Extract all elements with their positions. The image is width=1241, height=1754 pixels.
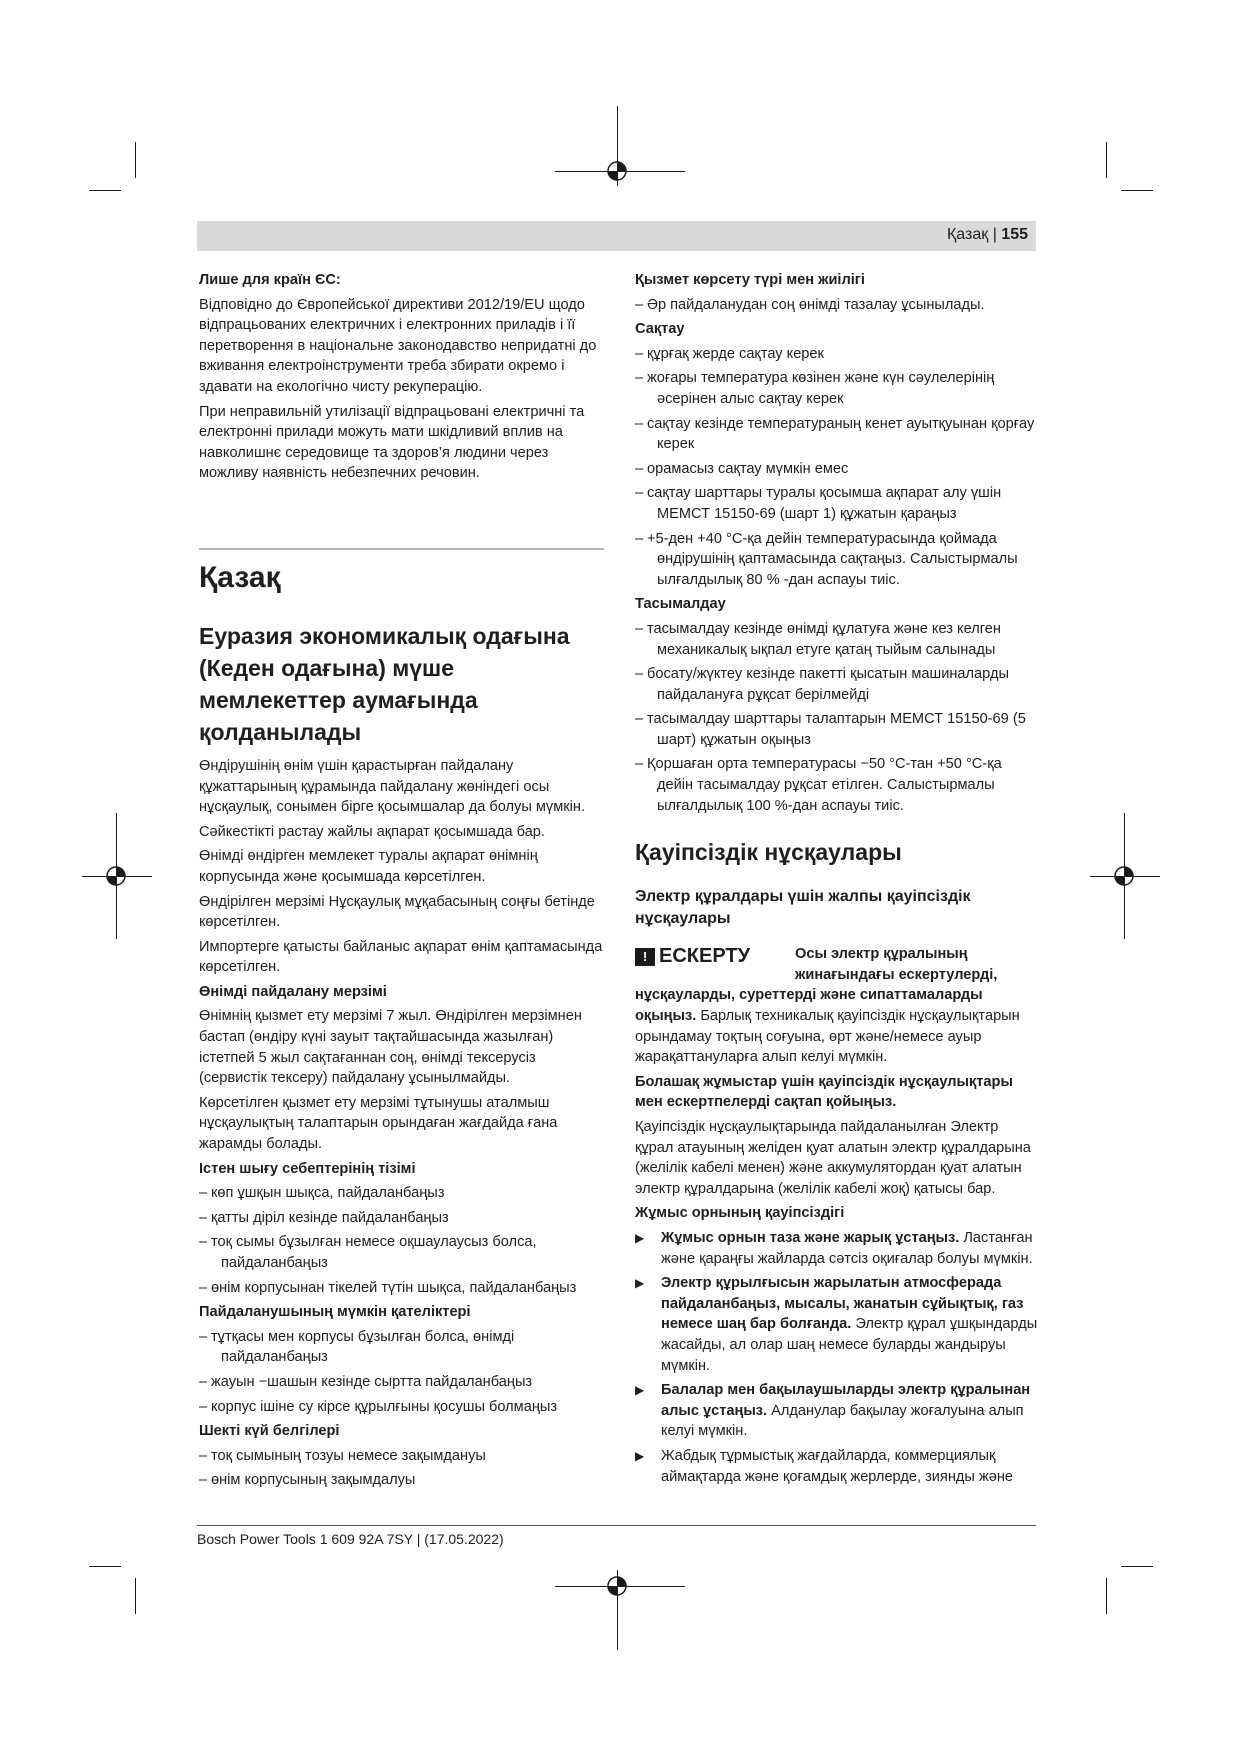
header-section: Қазақ (946, 226, 989, 243)
eu-paragraph: Відповідно до Європейської директиви 2012/19/EU щодо відпрацьованих електричних і електронних приладів і її перетворення в національне законодавство непридатні до вживання електроінструменти треба збирати окремо і здавати на екологічно чисту рекуперацію. (199, 296, 597, 395)
paragraph: Сәйкестікті растау жайлы ақпарат қосымшада бар. (199, 823, 545, 840)
list-item: – Қоршаған орта температурасы −50 °C-тан +50 °C-қа дейін тасымалдау рұқсат етілген. Салыстырмалы ылғалдылық 100 %-дан аспауы тиіс. (635, 754, 1040, 816)
page-header (197, 221, 1036, 251)
paragraph: Өндірушінің өнім үшін қарастырған пайдалану құжаттарының құрамында пайдалану жөніндегі осы нұсқаулық, сонымен бірге қосымшалар да болуы мүмкін. (199, 757, 585, 816)
bullet-item: ▶ Балалар мен бақылаушыларды электр құралынан алыс ұстаңыз. Алданулар бақылау жоғалуына алып келуі мүмкін. (635, 1382, 1031, 1440)
crop-mark (1106, 142, 1107, 178)
crop-mark (135, 142, 136, 178)
footer-rule (197, 1525, 1036, 1526)
list-item: – құрғақ жерде сақтау керек (635, 344, 1040, 365)
paragraph: Қауіпсіздік нұсқаулықтарында пайдаланылған Электр құрал атауының желіден қуат алатын электр құралдарына (желілік кабелі менен) және аккумулятордан қуат алатын электр құралдарына (желілік кабелі жоқ) қатысы бар. (635, 1119, 1031, 1197)
crop-mark (1106, 1578, 1107, 1614)
list-item: – сақтау шарттары туралы қосымша ақпарат алу үшін МЕМСТ 15150-69 (шарт 1) құжатын қараңыз (635, 483, 1040, 524)
list-item: – корпус ішіне су кірсе құрылғыны қосушы болмаңыз (199, 1397, 604, 1418)
crop-mark (89, 190, 121, 191)
crop-mark (89, 1566, 121, 1567)
list-item: – өнім корпусынан тікелей түтін шықса, пайдаланбаңыз (199, 1278, 604, 1299)
list-item: – өнім корпусының зақымдалуы (199, 1470, 604, 1491)
list-item: – көп ұшқын шықса, пайдаланбаңыз (199, 1183, 604, 1204)
paragraph: Өнімнің қызмет ету мерзімі 7 жыл. Өндірілген мерзімнен бастап (өндіру күні зауыт тақтайшасында жазылған) істетпей 5 жыл сақтағаннан соң, өнімді тексерусіз (сервистік тексеру) пайдалану ұсынылмайды. (199, 1008, 582, 1087)
registration-mark-icon (1112, 864, 1136, 888)
arrow-icon: ▶ (635, 1448, 645, 1463)
safety-title: Қауіпсіздік нұсқаулары (635, 839, 902, 866)
list-item: – тоқ сымының тозуы немесе зақымдануы (199, 1446, 604, 1467)
language-title: Қазақ (199, 560, 281, 594)
list-item: – босату/жүктеу кезінде пакетті қысатын машиналарды пайдалануға рұқсат берілмейді (635, 664, 1040, 705)
list-item: – тоқ сымы бұзылған немесе оқшаулаусыз болса, пайдаланбаңыз (199, 1232, 604, 1273)
warning-label (635, 944, 795, 967)
failure-title: Істен шығу себептерінің тізімі (199, 1160, 416, 1177)
warning-text: Барлық техникалық қауіпсіздік нұсқаулықтарын орындамау тоқтың соғуына, өрт және/немесе ауыр жарақаттануларға алып келуі мүмкін. (635, 1008, 1020, 1066)
list-item: – тасымалдау шарттары талаптарын МЕМСТ 15150-69 (5 шарт) құжатын оқыңыз (635, 709, 1040, 750)
warning-icon: ! (635, 948, 655, 966)
list-item: – Әр пайдаланудан соң өнімді тазалау ұсынылады. (635, 295, 1040, 316)
warning-bold-1: Осы электр құралының жинағындағы ескертулерді, (795, 946, 998, 983)
list-item: – жауын −шашын кезінде сыртта пайдаланбаңыз (199, 1372, 604, 1393)
warning-block (635, 944, 1040, 985)
maintenance-title: Қызмет көрсету түрі мен жиілігі (635, 272, 865, 288)
paragraph: Көрсетілген қызмет ету мерзімі тұтынушы аталмыш нұсқаулықтың талаптарын орындаған жағдайда ғана жарамды болады. (199, 1094, 558, 1153)
right-column (635, 270, 1040, 1491)
registration-mark-icon (104, 864, 128, 888)
eu-title: Лише для країн ЄС: (199, 272, 341, 288)
footer-text: Bosch Power Tools 1 609 92A 7SY | (17.05.2022) (197, 1531, 504, 1547)
bullet-item: ▶ Жұмыс орнын таза және жарық ұстаңыз. Ластанған және қараңғы жайларда сәтсіз оқиғалар болуы мүмкін. (635, 1229, 1033, 1267)
general-safety-title: Электр құралдары үшін жалпы қауіпсіздік нұсқаулары (635, 888, 971, 928)
eurasia-title: Еуразия экономикалық одағына (Кеден одағына) мүше мемлекеттер аумағында қолданылады (199, 622, 570, 745)
workplace-title: Жұмыс орнының қауіпсіздігі (635, 1205, 845, 1222)
bullet-item: ▶ Жабдық тұрмыстық жағдайларда, коммерциялық аймақтарда және қоғамдық жерлерде, зиянды және (635, 1447, 1014, 1485)
transport-title: Тасымалдау (635, 596, 726, 613)
keep-instructions-title: Болашақ жұмыстар үшін қауіпсіздік нұсқаулықтары мен ескертпелерді сақтап қойыңыз. (635, 1073, 1013, 1111)
header-text: Қазақ | 155 (946, 226, 1028, 243)
list-item: – тұтқасы мен корпусы бұзылған болса, өнімді пайдаланбаңыз (199, 1327, 604, 1368)
crop-mark (1121, 1566, 1153, 1567)
left-column (199, 270, 604, 1495)
arrow-icon: ▶ (635, 1230, 645, 1245)
storage-title: Сақтау (635, 321, 685, 338)
eu-paragraph: При неправильній утилізації відпрацьовані електричні та електронні прилади можуть мати шкідливий вплив на навколишнє середовище та здоров’я людини через можливу наявність небезпечних речовин. (199, 403, 585, 482)
paragraph: Өнімді өндірген мемлекет туралы ақпарат өнімнің корпусында және қосымшада көрсетілген. (199, 848, 538, 885)
limit-title: Шекті күй белгілері (199, 1423, 340, 1440)
user-errors-title: Пайдаланушының мүмкін қателіктері (199, 1304, 471, 1321)
list-item: – қатты діріл кезінде пайдаланбаңыз (199, 1208, 604, 1229)
registration-mark-icon (605, 159, 629, 183)
paragraph: Өндірілген мерзімі Нұсқаулық мұқабасының соңғы бетінде көрсетілген. (199, 893, 595, 931)
list-item: – тасымалдау кезінде өнімді құлатуға және кез келген механикалық ықпал етуге қатаң тыйым салынады (635, 619, 1040, 660)
list-item: – жоғары температура көзінен және күн сәулелерінің әсерінен алыс сақтау керек (635, 368, 1040, 409)
list-item: – орамасыз сақтау мүмкін емес (635, 459, 1040, 480)
page-number: 155 (1001, 226, 1028, 243)
bullet-item: ▶ Электр құрылғысын жарылатын атмосферада пайдаланбаңыз, мысалы, жанатын сұйықтық, газ немесе шаң бар болғанда. Электр құрал ұшқындарды жасайды, ал олар шаң немесе буларды жандыруы мүмкін. (635, 1275, 1038, 1374)
paragraph: Импортерге қатысты байланыс ақпарат өнім қаптамасында көрсетілген. (199, 938, 603, 976)
registration-mark-icon (605, 1574, 629, 1598)
crop-mark (1121, 190, 1153, 191)
list-item: – +5-ден +40 °C-қа дейін температурасында қоймада өндірушінің қаптамасында сақтаңыз. Салыстырмалы ылғалдылық 80 % -дан аспауы тиіс. (635, 529, 1040, 591)
list-item: – сақтау кезінде температураның кенет ауытқуынан қорғау керек (635, 414, 1040, 455)
crop-mark (135, 1578, 136, 1614)
service-life-title: Өнімді пайдалану мерзімі (199, 983, 387, 1000)
warning-bold-2: нұсқауларды, суреттерді және сипаттамаларды оқыңыз. (635, 987, 983, 1025)
warning-label-text: ЕСКЕРТУ (659, 945, 751, 968)
arrow-icon: ▶ (635, 1383, 645, 1398)
arrow-icon: ▶ (635, 1276, 645, 1291)
